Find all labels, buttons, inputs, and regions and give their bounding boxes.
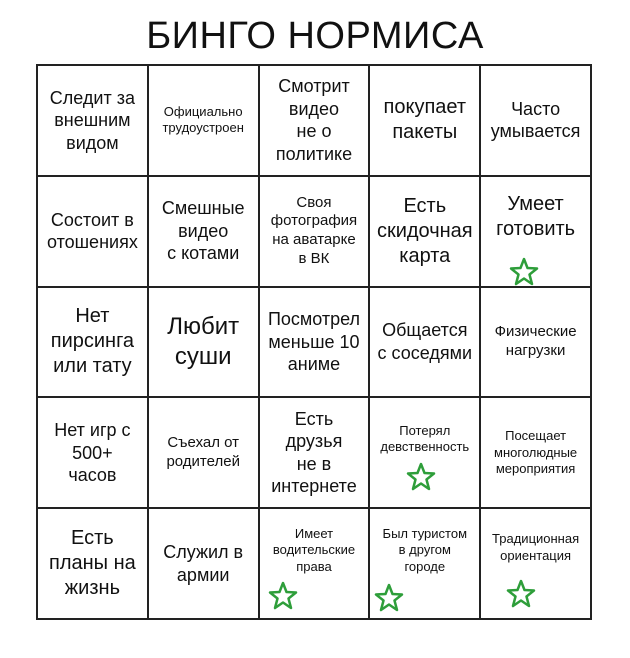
bingo-cell-label: Смотрит видео не о политике	[275, 76, 353, 164]
bingo-cell-label: Общается с соседями	[377, 320, 473, 363]
bingo-cell-label: Физические нагрузки	[494, 323, 577, 359]
bingo-cell-r3c3[interactable]	[260, 288, 371, 399]
bingo-cell-label: Служил в армии	[163, 542, 244, 585]
bingo-cell-r4c1[interactable]	[38, 398, 149, 509]
bingo-grid	[36, 64, 592, 620]
bingo-cell-r4c5[interactable]	[481, 398, 592, 509]
bingo-cell-label: Смешные видео с котами	[161, 198, 245, 264]
bingo-cell-label: Умеет готовить	[496, 193, 576, 241]
bingo-cell-label: Имеет водительские права	[272, 526, 356, 574]
bingo-cell-label: Есть скидочная карта	[376, 194, 473, 267]
bingo-cell-r3c5[interactable]	[481, 288, 592, 399]
bingo-cell-r3c2[interactable]	[149, 288, 260, 399]
bingo-cell-r1c3[interactable]	[260, 66, 371, 177]
bingo-cell-r4c4[interactable]	[370, 398, 481, 509]
bingo-cell-r2c2[interactable]	[149, 177, 260, 288]
bingo-cell-r3c4[interactable]	[370, 288, 481, 399]
bingo-cell-label: Съехал от родителей	[166, 434, 240, 470]
bingo-cell-r5c3[interactable]	[260, 509, 371, 620]
bingo-cell-r4c3[interactable]	[260, 398, 371, 509]
star-outline-icon	[406, 462, 436, 492]
bingo-cell-r1c5[interactable]	[481, 66, 592, 177]
bingo-cell-label: Официально трудоустроен	[162, 104, 244, 136]
bingo-cell-r2c3[interactable]	[260, 177, 371, 288]
bingo-cell-label: Любит суши	[167, 312, 240, 370]
bingo-cell-r1c1[interactable]	[38, 66, 149, 177]
bingo-cell-label: Был туристом в другом городе	[382, 526, 468, 574]
bingo-cell-label: Есть планы на жизнь	[49, 527, 136, 600]
bingo-cell-r2c1[interactable]	[38, 177, 149, 288]
bingo-cell-label: Потерял девственность	[380, 422, 470, 454]
bingo-cell-label: Состоит в отошениях	[46, 209, 138, 253]
bingo-cell-label: покупает пакеты	[383, 96, 467, 144]
bingo-cell-r4c2[interactable]	[149, 398, 260, 509]
bingo-cell-r2c5[interactable]	[481, 177, 592, 288]
bingo-cell-r1c4[interactable]	[370, 66, 481, 177]
star-outline-icon	[509, 257, 539, 287]
page-title: БИНГО НОРМИСА	[146, 15, 484, 57]
bingo-cell-r1c2[interactable]	[149, 66, 260, 177]
bingo-cell-label: Нет игр с 500+ часов	[54, 420, 131, 486]
bingo-cell-r5c4[interactable]	[370, 509, 481, 620]
bingo-cell-r5c5[interactable]	[481, 509, 592, 620]
bingo-cell-label: Нет пирсинга или тату	[50, 305, 135, 378]
bingo-cell-label: Традиционная ориентация	[492, 531, 580, 563]
star-outline-icon	[374, 583, 404, 613]
bingo-cell-r2c4[interactable]	[370, 177, 481, 288]
bingo-cell-r3c1[interactable]	[38, 288, 149, 399]
bingo-cell-label: Посещает многолюдные мероприятия	[494, 428, 578, 476]
bingo-cell-label: Посмотрел меньше 10 аниме	[267, 309, 361, 375]
bingo-cell-r5c2[interactable]	[149, 509, 260, 620]
bingo-cell-r5c1[interactable]	[38, 509, 149, 620]
bingo-cell-label: Есть друзья не в интернете	[271, 408, 357, 497]
star-outline-icon	[268, 581, 298, 611]
bingo-cell-label: Своя фотография на аватарке в ВК	[270, 193, 358, 267]
bingo-cell-label: Следит за внешним видом	[49, 87, 135, 153]
star-outline-icon	[506, 579, 536, 609]
bingo-cell-label: Часто умывается	[490, 98, 581, 142]
